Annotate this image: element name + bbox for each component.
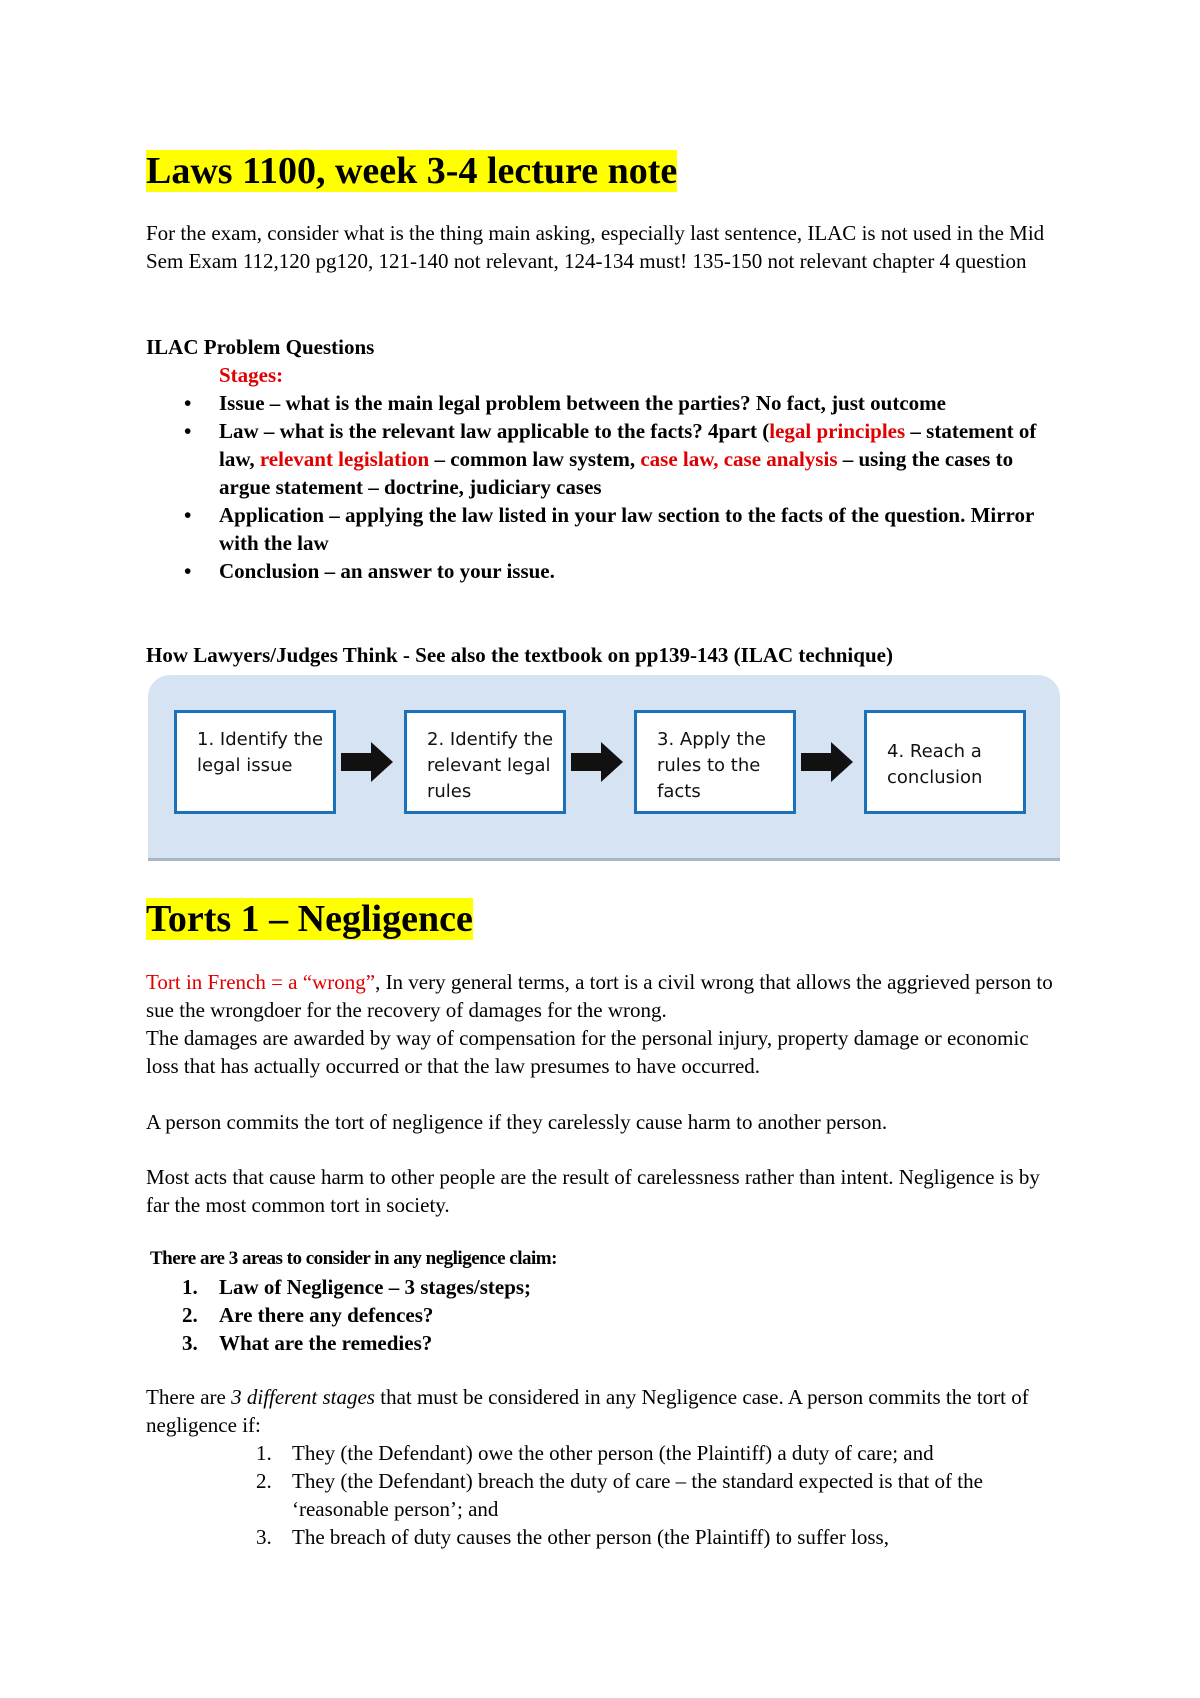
diagram-step-2: 2. Identify the relevant legal rules <box>404 710 566 814</box>
most-acts-paragraph: Most acts that cause harm to other people are the result of carelessness rather than intent. Negligence is by far the most common tort in society. <box>146 1165 1040 1217</box>
how-lawyers-think-heading: How Lawyers/Judges Think - See also the textbook on pp139-143 (ILAC technique) <box>146 643 893 667</box>
arrow-right-icon <box>341 742 393 782</box>
stage-conclusion: • Conclusion – an answer to your issue. <box>146 557 1066 585</box>
diagram-step-4: 4. Reach a conclusion <box>864 710 1026 814</box>
stages-label: Stages: <box>219 363 284 387</box>
arrow-right-icon <box>801 742 853 782</box>
areas-list <box>146 1273 1066 1357</box>
list-text: What are the remedies? <box>219 1331 433 1355</box>
tort-definition-paragraph: Tort in French = a “wrong”, In very general terms, a tort is a civil wrong that allows the aggrieved person to sue the wrongdoer for the recovery of damages for the wrong. The damages are awarded by way of compensation for the personal injury, property damage or economic loss that has actually occurred or that the law presumes to have occurred. <box>146 970 1053 1078</box>
ilac-stage-list <box>146 389 1066 585</box>
list-text: Are there any defences? <box>219 1303 434 1327</box>
area-item <box>146 1301 1066 1329</box>
stage-law: • Law – what is the relevant law applicable to the facts? 4part (legal principles – statement of law, relevant legislation – common law system, case law, case analysis – using the cases to argue statement – doctrine, judiciary cases <box>146 417 1066 501</box>
element-item <box>146 1523 1066 1551</box>
area-item <box>146 1329 1066 1357</box>
list-text: Law of Negligence – 3 stages/steps; <box>219 1275 532 1299</box>
negligence-elements-list <box>146 1439 1066 1551</box>
element-item <box>146 1439 1066 1467</box>
ilac-section <box>146 333 1066 585</box>
diagram-step-1: 1. Identify the legal issue <box>174 710 336 814</box>
list-number: 1. <box>256 1441 272 1465</box>
ilac-heading: ILAC Problem Questions <box>146 335 375 359</box>
list-text: They (the Defendant) breach the duty of care – the standard expected is that of the ‘reasonable person’; and <box>292 1469 983 1521</box>
list-number: 2. <box>256 1469 272 1493</box>
commits-negligence-paragraph: A person commits the tort of negligence if they carelessly cause harm to another person. <box>146 1110 888 1134</box>
areas-heading: There are 3 areas to consider in any negligence claim: <box>150 1248 557 1269</box>
arrow-right-icon <box>571 742 623 782</box>
ilac-process-diagram <box>148 675 1060 861</box>
list-text: They (the Defendant) owe the other person (the Plaintiff) a duty of care; and <box>292 1441 934 1465</box>
stage-application: • Application – applying the law listed in your law section to the facts of the question. Mirror with the law <box>146 501 1066 557</box>
exam-intro-paragraph: For the exam, consider what is the thing main asking, especially last sentence, ILAC is not used in the Mid Sem Exam 112,120 pg120, 121-140 not relevant, 124-134 must! 135-150 not relevant chapter 4 question <box>146 221 1045 273</box>
diagram-step-3: 3. Apply the rules to the facts <box>634 710 796 814</box>
negligence-areas-section <box>146 1245 1066 1357</box>
stage-issue: • Issue – what is the main legal problem between the parties? No fact, just outcome <box>146 389 1066 417</box>
lecture-note-title: Laws 1100, week 3-4 lecture note <box>146 150 678 192</box>
list-number: 2. <box>182 1303 198 1327</box>
list-text: The breach of duty causes the other person (the Plaintiff) to suffer loss, <box>292 1525 889 1549</box>
list-number: 3. <box>182 1331 198 1355</box>
list-number: 1. <box>182 1275 198 1299</box>
three-stages-paragraph: There are 3 different stages that must be considered in any Negligence case. A person commits the tort of negligence if: <box>146 1385 1029 1437</box>
element-item <box>146 1467 1066 1523</box>
list-number: 3. <box>256 1525 272 1549</box>
torts-title: Torts 1 – Negligence <box>146 898 473 940</box>
area-item <box>146 1273 1066 1301</box>
